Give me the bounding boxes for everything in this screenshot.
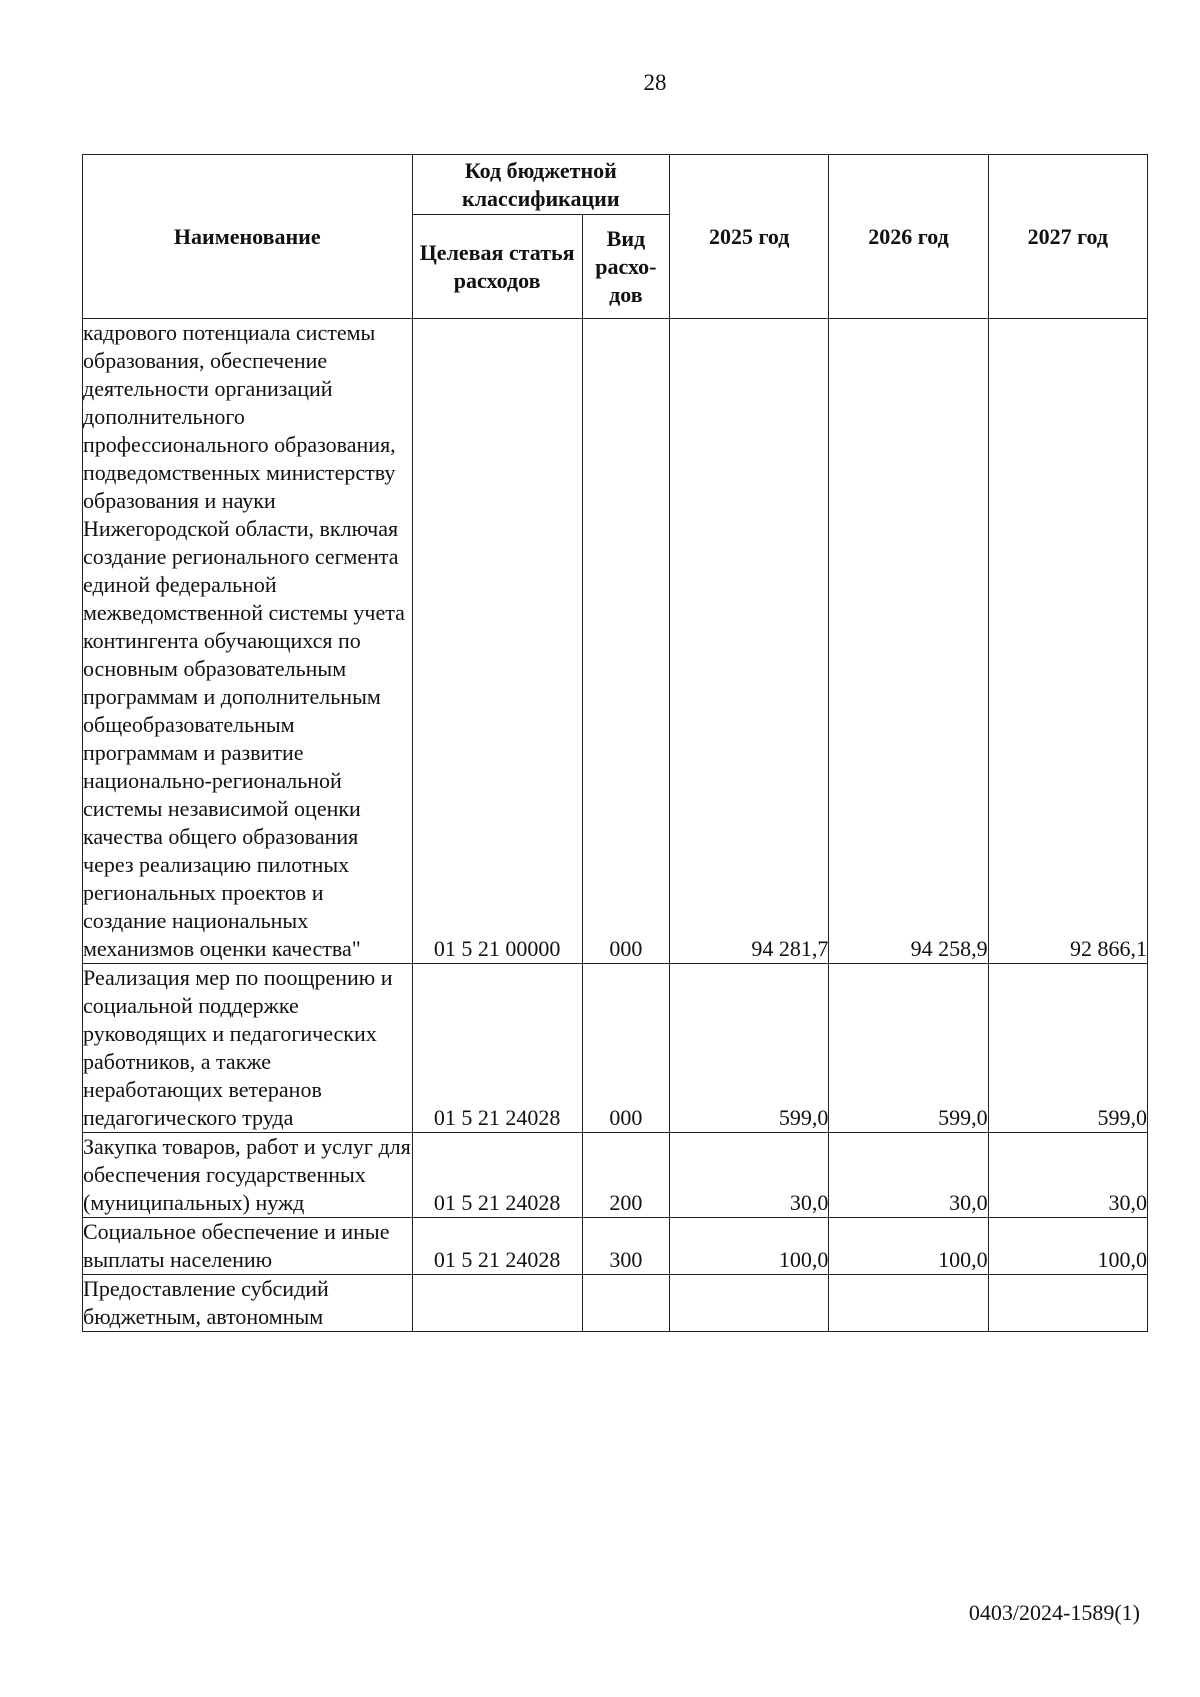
row-2026 (829, 1275, 988, 1332)
row-2027: 92 866,1 (988, 319, 1147, 964)
header-target: Целевая статья расходов (412, 215, 582, 319)
row-2025: 100,0 (670, 1218, 829, 1275)
budget-table (82, 154, 1148, 1332)
row-2027: 100,0 (988, 1218, 1147, 1275)
row-vid: 000 (582, 964, 669, 1133)
page-number: 28 (643, 70, 667, 95)
row-vid: 200 (582, 1133, 669, 1218)
row-2025 (670, 1275, 829, 1332)
table-row (83, 1218, 1148, 1275)
header-2027: 2027 год (988, 155, 1147, 319)
row-code: 01 5 21 24028 (412, 1133, 582, 1218)
row-2026: 94 258,9 (829, 319, 988, 964)
row-2026: 30,0 (829, 1133, 988, 1218)
row-vid: 000 (582, 319, 669, 964)
row-code: 01 5 21 00000 (412, 319, 582, 964)
row-vid (582, 1275, 669, 1332)
row-2027: 30,0 (988, 1133, 1147, 1218)
row-name: кадрового потенциала системы образования, обеспечение деятельности организаций дополнительного профессионального образования, подведомственных министерству образования и науки Нижегородской области, включая создание регионального сегмента единой федеральной межведомственной системы учета контингента обучающихся по основным образовательным программам и дополнительным общеобразовательным программам и развитие национально-региональной системы независимой оценки качества общего образования через реализацию пилотных региональных проектов и создание национальных механизмов оценки качества" (83, 319, 413, 964)
table-row (83, 319, 1148, 964)
row-2025: 599,0 (670, 964, 829, 1133)
row-code: 01 5 21 24028 (412, 964, 582, 1133)
table-row (83, 1133, 1148, 1218)
row-2026: 100,0 (829, 1218, 988, 1275)
table-row (83, 964, 1148, 1133)
document-number: 0403/2024-1589(1) (968, 1600, 1140, 1625)
row-name: Предоставление субсидий бюджетным, автономным (83, 1275, 413, 1332)
row-2025: 94 281,7 (670, 319, 829, 964)
row-name: Реализация мер по поощрению и социальной поддержке руководящих и педагогических работников, а также неработающих ветеранов педагогического труда (83, 964, 413, 1133)
row-name: Социальное обеспечение и иные выплаты населению (83, 1218, 413, 1275)
header-code-group: Код бюджетной классификации (412, 155, 670, 215)
row-2027 (988, 1275, 1147, 1332)
header-2026: 2026 год (829, 155, 988, 319)
row-code (412, 1275, 582, 1332)
row-2027: 599,0 (988, 964, 1147, 1133)
row-name: Закупка товаров, работ и услуг для обеспечения государственных (муниципальных) нужд (83, 1133, 413, 1218)
table-row (83, 1275, 1148, 1332)
header-vid: Вид расхо-дов (582, 215, 669, 319)
row-2026: 599,0 (829, 964, 988, 1133)
row-code: 01 5 21 24028 (412, 1218, 582, 1275)
row-vid: 300 (582, 1218, 669, 1275)
header-name: Наименование (83, 155, 413, 319)
header-2025: 2025 год (670, 155, 829, 319)
row-2025: 30,0 (670, 1133, 829, 1218)
